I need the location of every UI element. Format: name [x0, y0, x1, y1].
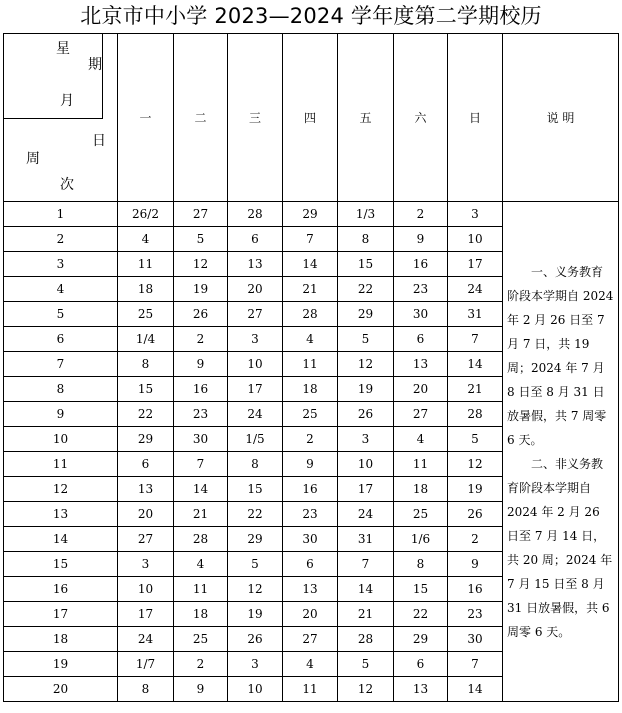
week-number-cell: 11 [4, 452, 118, 477]
date-cell: 27 [394, 402, 448, 427]
date-cell: 13 [394, 677, 448, 702]
date-cell: 14 [448, 352, 503, 377]
week-number-cell: 8 [4, 377, 118, 402]
date-cell: 11 [394, 452, 448, 477]
date-cell: 23 [174, 402, 228, 427]
date-cell: 3 [228, 327, 283, 352]
date-cell: 6 [118, 452, 174, 477]
date-cell: 26 [228, 627, 283, 652]
date-cell: 2 [394, 202, 448, 227]
date-cell: 17 [338, 477, 394, 502]
date-cell: 1/7 [118, 652, 174, 677]
date-cell: 23 [394, 277, 448, 302]
date-cell: 21 [174, 502, 228, 527]
date-cell: 4 [118, 227, 174, 252]
date-cell: 7 [174, 452, 228, 477]
date-cell: 9 [394, 227, 448, 252]
date-cell: 15 [228, 477, 283, 502]
date-cell: 16 [174, 377, 228, 402]
date-cell: 6 [283, 552, 338, 577]
date-cell: 13 [394, 352, 448, 377]
corner-label-zhou: 周 [26, 151, 40, 167]
week-number-cell: 13 [4, 502, 118, 527]
date-cell: 3 [448, 202, 503, 227]
date-cell: 29 [283, 202, 338, 227]
date-cell: 29 [228, 527, 283, 552]
date-cell: 27 [228, 302, 283, 327]
date-cell: 20 [228, 277, 283, 302]
date-cell: 10 [338, 452, 394, 477]
date-cell: 8 [118, 677, 174, 702]
week-number-cell: 2 [4, 227, 118, 252]
date-cell: 15 [118, 377, 174, 402]
day-header-thu: 四 [283, 34, 338, 202]
day-header-wed: 三 [228, 34, 283, 202]
date-cell: 25 [394, 502, 448, 527]
date-cell: 2 [448, 527, 503, 552]
date-cell: 5 [338, 652, 394, 677]
date-cell: 10 [228, 352, 283, 377]
corner-label-ri: 日 [92, 133, 106, 149]
page-title: 北京市中小学 2023—2024 学年度第二学期校历 [80, 4, 542, 28]
date-cell: 9 [448, 552, 503, 577]
date-cell: 12 [448, 452, 503, 477]
date-cell: 15 [394, 577, 448, 602]
date-cell: 4 [283, 652, 338, 677]
date-cell: 27 [174, 202, 228, 227]
date-cell: 26 [338, 402, 394, 427]
date-cell: 11 [118, 252, 174, 277]
date-cell: 16 [448, 577, 503, 602]
date-cell: 21 [448, 377, 503, 402]
date-cell: 9 [283, 452, 338, 477]
corner-header-cell [4, 34, 118, 202]
date-cell: 30 [283, 527, 338, 552]
date-cell: 28 [448, 402, 503, 427]
date-cell: 16 [394, 252, 448, 277]
date-cell: 12 [338, 677, 394, 702]
date-cell: 8 [394, 552, 448, 577]
date-cell: 29 [394, 627, 448, 652]
day-header-sun: 日 [448, 34, 503, 202]
date-cell: 22 [338, 277, 394, 302]
date-cell: 30 [394, 302, 448, 327]
date-cell: 24 [448, 277, 503, 302]
date-cell: 7 [283, 227, 338, 252]
date-cell: 19 [448, 477, 503, 502]
date-cell: 3 [228, 652, 283, 677]
date-cell: 21 [283, 277, 338, 302]
date-cell: 28 [174, 527, 228, 552]
date-cell: 19 [338, 377, 394, 402]
date-cell: 4 [283, 327, 338, 352]
date-cell: 26/2 [118, 202, 174, 227]
date-cell: 22 [394, 602, 448, 627]
date-cell: 9 [174, 352, 228, 377]
date-cell: 15 [338, 252, 394, 277]
date-cell: 2 [174, 327, 228, 352]
week-number-cell: 16 [4, 577, 118, 602]
week-number-cell: 12 [4, 477, 118, 502]
date-cell: 22 [118, 402, 174, 427]
date-cell: 18 [174, 602, 228, 627]
date-cell: 26 [174, 302, 228, 327]
date-cell: 9 [174, 677, 228, 702]
date-cell: 25 [283, 402, 338, 427]
week-number-cell: 3 [4, 252, 118, 277]
date-cell: 18 [283, 377, 338, 402]
date-cell: 12 [228, 577, 283, 602]
date-cell: 20 [394, 377, 448, 402]
day-header-fri: 五 [338, 34, 394, 202]
header-row [4, 34, 619, 202]
date-cell: 24 [118, 627, 174, 652]
date-cell: 16 [283, 477, 338, 502]
week-number-cell: 10 [4, 427, 118, 452]
date-cell: 25 [118, 302, 174, 327]
week-number-cell: 4 [4, 277, 118, 302]
week-number-cell: 20 [4, 677, 118, 702]
week-number-cell: 9 [4, 402, 118, 427]
date-cell: 1/5 [228, 427, 283, 452]
week-number-cell: 7 [4, 352, 118, 377]
date-cell: 25 [174, 627, 228, 652]
notes-cell [503, 202, 619, 702]
date-cell: 20 [283, 602, 338, 627]
date-cell: 11 [283, 677, 338, 702]
date-cell: 23 [283, 502, 338, 527]
date-cell: 4 [174, 552, 228, 577]
date-cell: 1/6 [394, 527, 448, 552]
date-cell: 5 [174, 227, 228, 252]
date-cell: 14 [338, 577, 394, 602]
date-cell: 28 [283, 302, 338, 327]
date-cell: 20 [118, 502, 174, 527]
date-cell: 1/3 [338, 202, 394, 227]
date-cell: 30 [448, 627, 503, 652]
date-cell: 23 [448, 602, 503, 627]
week-row [4, 202, 619, 227]
school-calendar-table [3, 33, 619, 702]
notes-header: 说 明 [503, 34, 619, 202]
note-paragraph: 一、义务教育阶段本学期自 2024 年 2 月 26 日至 7 月 7 日，共 19 周；2024 年 7 月 8 日至 8 月 31 日放暑假，共 7 周零 6 天。 [507, 264, 614, 447]
date-cell: 14 [283, 252, 338, 277]
corner-label-qi: 期 [88, 57, 102, 73]
date-cell: 7 [338, 552, 394, 577]
date-cell: 5 [338, 327, 394, 352]
date-cell: 18 [394, 477, 448, 502]
week-number-cell: 15 [4, 552, 118, 577]
date-cell: 24 [228, 402, 283, 427]
note-paragraph: 二、非义务教育阶段本学期自 2024 年 2 月 26 日至 7 月 14 日，共 20 周；2024 年 7 月 15 日至 8 月 31 日放暑假，共 6 周零 6 天。 [507, 456, 613, 639]
date-cell: 29 [338, 302, 394, 327]
date-cell: 4 [394, 427, 448, 452]
date-cell: 5 [228, 552, 283, 577]
date-cell: 8 [118, 352, 174, 377]
date-cell: 27 [283, 627, 338, 652]
week-number-cell: 1 [4, 202, 118, 227]
date-cell: 6 [394, 652, 448, 677]
date-cell: 13 [283, 577, 338, 602]
corner-label-yue: 月 [60, 93, 74, 109]
day-header-tue: 二 [174, 34, 228, 202]
corner-label-xing: 星 [56, 41, 70, 57]
date-cell: 12 [174, 252, 228, 277]
date-cell: 17 [118, 602, 174, 627]
corner-label-ci: 次 [60, 177, 74, 193]
date-cell: 1/4 [118, 327, 174, 352]
date-cell: 2 [174, 652, 228, 677]
date-cell: 24 [338, 502, 394, 527]
date-cell: 13 [118, 477, 174, 502]
week-number-cell: 17 [4, 602, 118, 627]
date-cell: 10 [118, 577, 174, 602]
date-cell: 19 [228, 602, 283, 627]
date-cell: 10 [448, 227, 503, 252]
date-cell: 6 [394, 327, 448, 352]
date-cell: 28 [338, 627, 394, 652]
date-cell: 3 [338, 427, 394, 452]
week-number-cell: 5 [4, 302, 118, 327]
date-cell: 11 [283, 352, 338, 377]
date-cell: 17 [448, 252, 503, 277]
date-cell: 19 [174, 277, 228, 302]
date-cell: 3 [118, 552, 174, 577]
date-cell: 27 [118, 527, 174, 552]
date-cell: 31 [448, 302, 503, 327]
date-cell: 13 [228, 252, 283, 277]
date-cell: 31 [338, 527, 394, 552]
date-cell: 8 [338, 227, 394, 252]
date-cell: 6 [228, 227, 283, 252]
date-cell: 17 [228, 377, 283, 402]
date-cell: 10 [228, 677, 283, 702]
week-number-cell: 18 [4, 627, 118, 652]
date-cell: 30 [174, 427, 228, 452]
date-cell: 29 [118, 427, 174, 452]
week-number-cell: 19 [4, 652, 118, 677]
date-cell: 7 [448, 327, 503, 352]
date-cell: 5 [448, 427, 503, 452]
date-cell: 18 [118, 277, 174, 302]
date-cell: 21 [338, 602, 394, 627]
week-number-cell: 14 [4, 527, 118, 552]
corner-month-box [4, 34, 103, 119]
week-number-cell: 6 [4, 327, 118, 352]
date-cell: 14 [448, 677, 503, 702]
date-cell: 22 [228, 502, 283, 527]
date-cell: 2 [283, 427, 338, 452]
date-cell: 28 [228, 202, 283, 227]
date-cell: 14 [174, 477, 228, 502]
date-cell: 11 [174, 577, 228, 602]
date-cell: 7 [448, 652, 503, 677]
day-header-sat: 六 [394, 34, 448, 202]
date-cell: 26 [448, 502, 503, 527]
date-cell: 8 [228, 452, 283, 477]
day-header-mon: 一 [118, 34, 174, 202]
date-cell: 12 [338, 352, 394, 377]
